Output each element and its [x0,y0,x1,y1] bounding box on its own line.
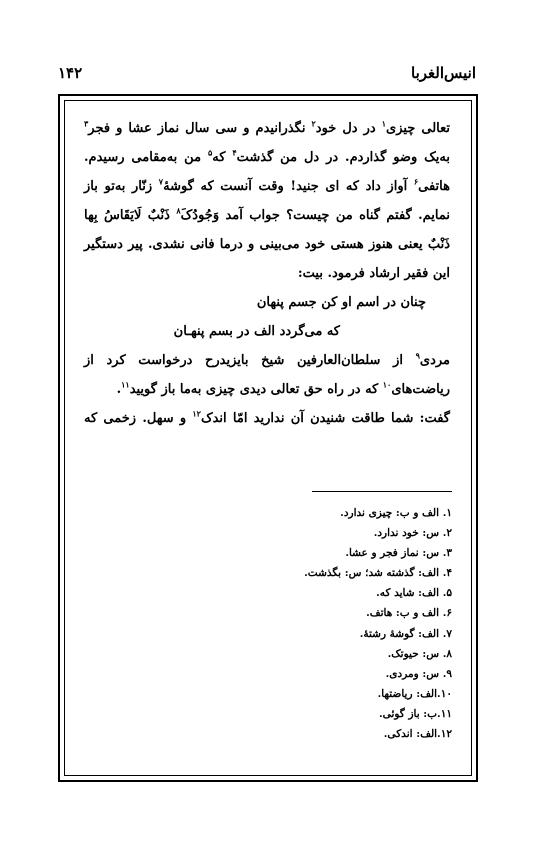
paragraph-2 [84,346,450,404]
footnote-marker: ۷ [158,176,164,187]
footnote-marker: ۵ [207,147,213,158]
footnote: ۱۰.الف: ریاضتها. [377,687,452,700]
footnote-marker: ۶ [413,176,419,187]
text-run: زنّار به‌تو باز نمایم. گفتم گناه من چیست؟ جواب آمد وَجُودُکَ [84,179,450,223]
paragraph-3 [84,404,450,433]
footnote-marker: ۱۲ [192,408,201,419]
text-run: و سهل. زخمی که [84,411,193,426]
page-number: ۱۴۲ [58,64,83,82]
main-text [84,114,450,433]
footnote: ۱. الف و ب: چیزی ندارد. [340,507,452,519]
verse-line-1: چنان در اسم او کن جسم پنهان [256,295,426,310]
footnote: ۵. الف: شاید که. [376,587,452,600]
footnote-marker: ۴ [232,147,237,158]
footnote-marker: ۱۰ [382,379,392,390]
text-run: در دل خود [315,121,382,136]
footnote-marker: ۳ [84,118,89,129]
footnote: ۹. س: ومردی. [385,667,452,680]
book-title: انیس‌الغربا [411,64,476,82]
text-run: که در راه حق تعالی دیدی چیزی به‌ما باز گویید [129,382,383,397]
text-run: آواز داد که ای جنید! وقت آنست که گوشهٔ [163,179,414,194]
footnote-marker: ۲ [311,118,316,129]
text-run: گفت: شما طاقت شنیدن آن ندارید امّا اندک [200,411,450,426]
text-run: از سلطان‌العارفین شیخ بایزیدرح درخواست کرد از ریاضت‌های [84,353,450,397]
footnote: ۷. الف: گوشهٔ رشتهٔ. [359,627,452,640]
footnote: ۲. س: خود ندارد. [373,527,452,540]
footnote-marker: ۸ [176,205,181,216]
text-run: تعالی چیزی [386,121,451,136]
footnote: ۸. س: حیوتک. [387,647,452,660]
running-header [58,64,476,86]
footnotes [170,503,452,744]
verse-line-2: که می‌گردد الف در بسم پنهـان [173,324,340,339]
text-run: من به‌مقامی رسیدم. هاتفی [84,150,450,194]
footnote: ۴. الف: گذشته شد؛ س: بگذشت. [304,567,452,580]
text-run: مردی [419,353,450,368]
text-run: ذَنْبٌ لَایَقَاسُ بِها ذَنْبٌ یعنی هنوز هستی خود می‌بینی و درما فانی نشدی. پیر دستگیر این فقیر ارشاد فرمود. بیت: [84,208,450,281]
footnote: ۱۱.ب: باز گوئی. [379,707,452,720]
paragraph-1 [84,114,450,288]
text-run: . [116,382,122,397]
footnote-separator [312,491,452,492]
footnote-marker: ۱۱ [121,379,130,390]
footnote-marker: ۹ [415,350,420,361]
text-run: به‌یک وضو گذاردم. در دل من گذشت [236,150,450,165]
footnote-marker: ۱ [381,118,387,129]
footnote: ۶. الف و ب: هاتف. [366,607,452,620]
text-run: نگذرانیدم و سی سال نماز عشا و فجر [88,121,312,136]
footnote: ۳. س: نماز فجر و عشا. [345,547,452,560]
text-run: که [212,150,233,165]
footnote: ۱۲.الف: اندکی. [383,728,452,741]
